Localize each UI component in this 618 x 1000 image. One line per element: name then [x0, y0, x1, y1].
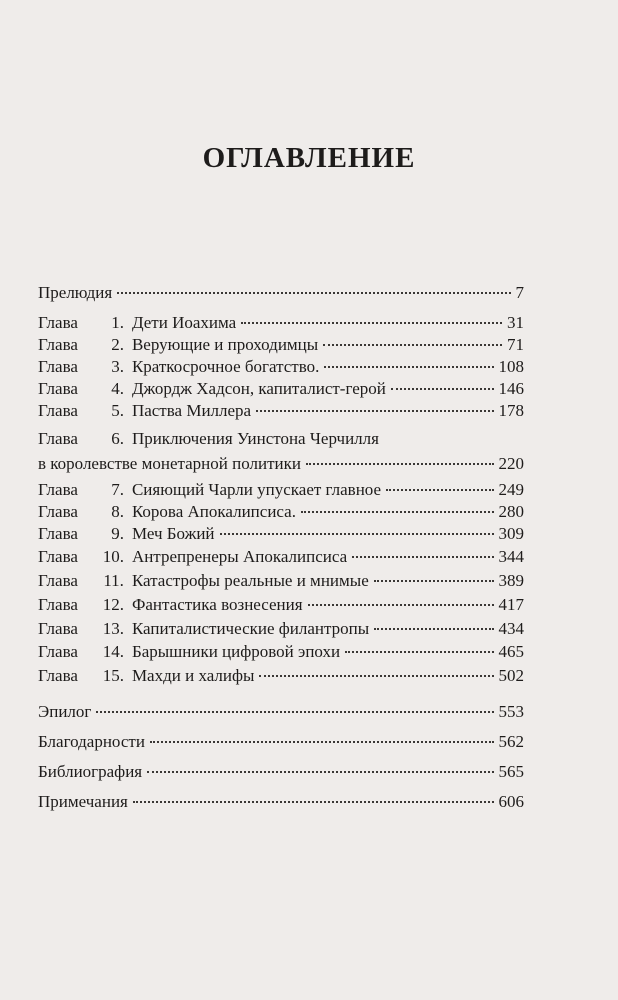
toc-row-chapter — [38, 641, 524, 663]
toc-row-back-matter — [38, 731, 524, 753]
toc-entry-title: Краткосрочное богатство. — [131, 357, 320, 376]
toc-row-chapter — [38, 570, 524, 592]
toc-row-chapter — [38, 479, 524, 501]
toc-page-number: 565 — [498, 762, 524, 781]
chapter-prefix: Глава — [38, 595, 78, 614]
toc-entry-title: Фантастика вознесения — [131, 595, 303, 614]
toc-page-number: 108 — [498, 357, 524, 376]
chapter-prefix: Глава — [38, 502, 78, 521]
toc-page-number: 417 — [498, 595, 524, 614]
dot-leader — [150, 741, 494, 743]
toc-page-number: 553 — [498, 702, 524, 721]
toc-page-number: 146 — [498, 379, 524, 398]
chapter-prefix: Глава — [38, 379, 78, 398]
toc-entry-title: Меч Божий — [131, 524, 215, 543]
toc-entry-title: Примечания — [38, 792, 128, 811]
toc-row-chapter — [38, 523, 524, 545]
dot-leader — [352, 556, 493, 558]
chapter-number: 3. — [111, 357, 124, 376]
toc-row-chapter — [38, 400, 524, 422]
dot-leader — [306, 463, 494, 465]
toc-row-prelude — [38, 282, 524, 304]
chapter-prefix: Глава — [38, 666, 78, 685]
page-title: ОГЛАВЛЕНИЕ — [202, 142, 416, 174]
chapter-prefix: Глава — [38, 401, 78, 420]
dot-leader — [96, 711, 493, 713]
chapter-prefix: Глава — [38, 571, 78, 590]
toc-row-chapter — [38, 334, 524, 356]
chapter-prefix: Глава — [38, 524, 78, 543]
chapter-prefix: Глава — [38, 619, 78, 638]
chapter-number: 13. — [102, 619, 124, 638]
toc-page-number: 71 — [507, 335, 524, 354]
toc-page-number: 280 — [498, 502, 524, 521]
chapter-number: 1. — [111, 313, 124, 332]
toc-row-chapter — [38, 594, 524, 616]
toc-entry-title: Барышники цифровой эпохи — [131, 642, 341, 661]
toc-row-chapter — [38, 378, 524, 400]
toc-page-number: 220 — [498, 454, 524, 473]
chapter-prefix: Глава — [38, 429, 78, 448]
chapter-number: 14. — [102, 642, 124, 661]
chapter-number: 15. — [102, 666, 124, 685]
dot-leader — [301, 511, 494, 513]
toc-entry-title-continuation: в королевстве монетарной политики — [38, 454, 301, 473]
toc-row-back-matter — [38, 791, 524, 813]
toc-entry-title: Благодарности — [38, 732, 145, 751]
toc-entry-title: Прелюдия — [38, 283, 113, 302]
chapter-prefix: Глава — [38, 642, 78, 661]
toc-page-number: 31 — [507, 313, 524, 332]
toc-row-chapter — [38, 356, 524, 378]
dot-leader — [345, 651, 493, 653]
dot-leader — [391, 388, 494, 390]
chapter-number: 8. — [111, 502, 124, 521]
chapter-number: 7. — [111, 480, 124, 499]
toc-entry-title: Корова Апокалипсиса. — [131, 502, 296, 521]
chapter-prefix: Глава — [38, 547, 78, 566]
toc-entry-title: Джордж Хадсон, капиталист-герой — [131, 379, 386, 398]
toc-page-number: 606 — [498, 792, 524, 811]
toc-page-number: 249 — [498, 480, 524, 499]
toc-page-number: 344 — [498, 547, 524, 566]
dot-leader — [133, 801, 494, 803]
dot-leader — [220, 533, 494, 535]
toc-row-continuation — [38, 453, 524, 475]
toc-row-chapter — [38, 312, 524, 334]
chapter-number: 11. — [103, 571, 124, 590]
toc-entry-title: Катастрофы реальные и мнимые — [131, 571, 369, 590]
chapter-prefix: Глава — [38, 480, 78, 499]
toc-row-chapter — [38, 618, 524, 640]
dot-leader — [241, 322, 502, 324]
toc-entry-title: Паства Миллера — [131, 401, 252, 420]
chapter-number: 2. — [111, 335, 124, 354]
toc-page-number: 562 — [498, 732, 524, 751]
dot-leader — [323, 344, 502, 346]
dot-leader — [256, 410, 493, 412]
toc-page-number: 389 — [498, 571, 524, 590]
toc-entry-title: Сияющий Чарли упускает главное — [131, 480, 382, 499]
toc-page-number: 7 — [515, 283, 524, 302]
chapter-number: 5. — [111, 401, 124, 420]
chapter-prefix: Глава — [38, 313, 78, 332]
chapter-number: 4. — [111, 379, 124, 398]
dot-leader — [259, 675, 493, 677]
chapter-number: 10. — [102, 547, 124, 566]
chapter-number: 12. — [102, 595, 124, 614]
dot-leader — [324, 366, 493, 368]
toc-entry-title: Эпилог — [38, 702, 92, 721]
toc-entry-title: Капиталистические филантропы — [131, 619, 370, 638]
toc-entry-title: Махди и халифы — [131, 666, 255, 685]
toc-row-chapter — [38, 665, 524, 687]
toc-entry-title: Антрепренеры Апокалипсиса — [131, 547, 348, 566]
toc-row-back-matter — [38, 701, 524, 723]
toc-entry-title: Библиография — [38, 762, 143, 781]
chapter-number: 6. — [111, 429, 124, 448]
dot-leader — [117, 292, 510, 294]
toc-page-number: 309 — [498, 524, 524, 543]
chapter-prefix: Глава — [38, 357, 78, 376]
toc-row-back-matter — [38, 761, 524, 783]
toc-row-chapter — [38, 501, 524, 523]
toc-row-chapter — [38, 546, 524, 568]
toc-entry-title: Верующие и проходимцы — [131, 335, 319, 354]
dot-leader — [308, 604, 494, 606]
dot-leader — [147, 771, 493, 773]
toc-entry-title: Дети Иоахима — [131, 313, 237, 332]
dot-leader — [374, 628, 493, 630]
chapter-number: 9. — [111, 524, 124, 543]
toc-page-number: 434 — [498, 619, 524, 638]
chapter-prefix: Глава — [38, 335, 78, 354]
toc-page-number: 502 — [498, 666, 524, 685]
dot-leader — [374, 580, 494, 582]
dot-leader — [386, 489, 493, 491]
toc-page-number: 178 — [498, 401, 524, 420]
toc-entry-title: Приключения Уинстона Черчилля — [131, 429, 379, 448]
toc-row-chapter — [38, 428, 524, 450]
toc-page-number: 465 — [498, 642, 524, 661]
